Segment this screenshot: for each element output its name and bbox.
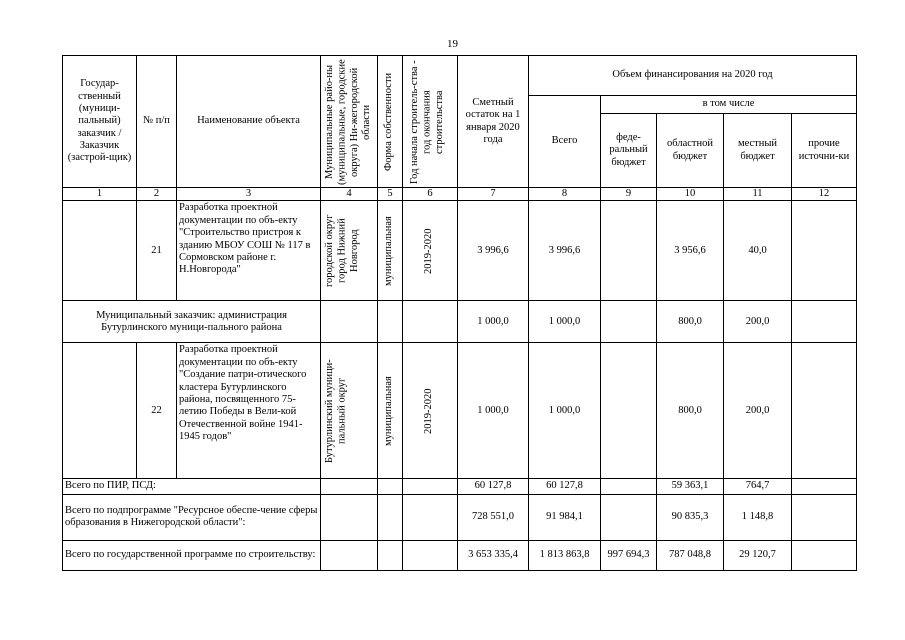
col-number: 1 <box>63 188 137 201</box>
total-program-local: 29 120,7 <box>724 540 792 570</box>
row-object-name: Разработка проектной документации по объ-екту "Строительство пристроя к зданию МБОУ СОШ № 117 в Сормовском районе г. Н.Новгорода" <box>177 201 321 301</box>
empty-cell <box>378 494 403 540</box>
header-years-text: Год начала строитель-ства - год окончания строительства <box>409 59 445 184</box>
header-municipal-area-text: Муниципальные райо-ны (муниципальные, городские округа) Ни-жегородской области <box>324 58 373 185</box>
empty-cell <box>378 301 403 343</box>
col-number: 8 <box>529 188 601 201</box>
total-pir-balance: 60 127,8 <box>458 479 529 494</box>
col-number: 7 <box>458 188 529 201</box>
col-number: 11 <box>724 188 792 201</box>
row-npp: 21 <box>137 201 177 301</box>
row-ownership <box>378 201 403 301</box>
total-program-balance: 3 653 335,4 <box>458 540 529 570</box>
row-years-text: 2019-2020 <box>423 228 434 274</box>
col-number: 5 <box>378 188 403 201</box>
col-number: 9 <box>601 188 657 201</box>
header-municipal-area <box>321 56 378 188</box>
row-total: 3 996,6 <box>529 201 601 301</box>
row-area <box>321 201 378 301</box>
row-total: 1 000,0 <box>529 343 601 479</box>
total-pir-regional: 59 363,1 <box>657 479 724 494</box>
header-npp: № п/п <box>137 56 177 188</box>
header-balance: Сметный остаток на 1 января 2020 года <box>458 56 529 188</box>
header-including: в том числе <box>601 96 857 114</box>
empty-cell <box>63 343 137 479</box>
total-subprogram-total: 91 984,1 <box>529 494 601 540</box>
customer-total: 1 000,0 <box>529 301 601 343</box>
customer-local: 200,0 <box>724 301 792 343</box>
customer-row <box>63 301 857 343</box>
header-financing: Объем финансирования на 2020 год <box>529 56 857 96</box>
header-object-name: Наименование объекта <box>177 56 321 188</box>
empty-cell <box>321 540 378 570</box>
row-npp: 22 <box>137 343 177 479</box>
row-ownership-text: муниципальная <box>383 215 394 286</box>
total-program-other <box>792 540 857 570</box>
row-local: 40,0 <box>724 201 792 301</box>
row-years <box>403 201 458 301</box>
total-subprogram-other <box>792 494 857 540</box>
empty-cell <box>403 301 458 343</box>
total-pir-row <box>63 479 857 494</box>
column-numbers-row <box>63 188 857 201</box>
total-subprogram-regional: 90 835,3 <box>657 494 724 540</box>
col-number: 3 <box>177 188 321 201</box>
row-ownership-text: муниципальная <box>383 375 394 446</box>
empty-cell <box>378 540 403 570</box>
col-number: 12 <box>792 188 857 201</box>
customer-federal <box>601 301 657 343</box>
total-pir-total: 60 127,8 <box>529 479 601 494</box>
total-subprogram-row <box>63 494 857 540</box>
empty-cell <box>321 301 378 343</box>
page-number: 19 <box>447 38 458 50</box>
col-number: 4 <box>321 188 378 201</box>
row-area <box>321 343 378 479</box>
header-regional: областной бюджет <box>657 114 724 188</box>
row-regional: 3 956,6 <box>657 201 724 301</box>
total-subprogram-label: Всего по подпрограмме "Ресурсное обеспе-чение сферы образования в Нижегородской области": <box>63 494 321 540</box>
row-balance: 3 996,6 <box>458 201 529 301</box>
total-pir-label: Всего по ПИР, ПСД: <box>63 479 321 494</box>
row-regional: 800,0 <box>657 343 724 479</box>
header-local: местный бюджет <box>724 114 792 188</box>
total-pir-other <box>792 479 857 494</box>
header-customer: Государ-ственный (муници-пальный) заказчик / Заказчик (застрой-щик) <box>63 56 137 188</box>
row-area-text: Бутурлинский муници-пальный округ <box>324 358 348 463</box>
row-federal <box>601 201 657 301</box>
total-program-label: Всего по государственной программе по строительству: <box>63 540 321 570</box>
total-pir-local: 764,7 <box>724 479 792 494</box>
total-program-regional: 787 048,8 <box>657 540 724 570</box>
header-total: Всего <box>529 96 601 188</box>
table-row-21 <box>63 201 857 301</box>
empty-cell <box>378 479 403 494</box>
row-other <box>792 201 857 301</box>
col-number: 10 <box>657 188 724 201</box>
row-other <box>792 343 857 479</box>
row-object-name: Разработка проектной документации по объ-екту "Создание патри-отического кластера Бутурлинского района, посвященного 75-летию Победы в Вели-кой Отечественной войне 1941-1945 годов" <box>177 343 321 479</box>
row-years <box>403 343 458 479</box>
empty-cell <box>63 201 137 301</box>
total-program-row <box>63 540 857 570</box>
header-years <box>403 56 458 188</box>
col-number: 2 <box>137 188 177 201</box>
empty-cell <box>403 494 458 540</box>
header-ownership-text: Форма собственности <box>383 72 394 171</box>
header-other: прочие источни-ки <box>792 114 857 188</box>
row-local: 200,0 <box>724 343 792 479</box>
total-subprogram-balance: 728 551,0 <box>458 494 529 540</box>
row-ownership <box>378 343 403 479</box>
header-federal: феде-ральный бюджет <box>601 114 657 188</box>
total-subprogram-local: 1 148,8 <box>724 494 792 540</box>
total-pir-federal <box>601 479 657 494</box>
row-balance: 1 000,0 <box>458 343 529 479</box>
total-program-federal: 997 694,3 <box>601 540 657 570</box>
row-years-text: 2019-2020 <box>423 388 434 434</box>
empty-cell <box>321 494 378 540</box>
total-subprogram-federal <box>601 494 657 540</box>
empty-cell <box>403 479 458 494</box>
row-federal <box>601 343 657 479</box>
customer-balance: 1 000,0 <box>458 301 529 343</box>
header-ownership <box>378 56 403 188</box>
total-program-total: 1 813 863,8 <box>529 540 601 570</box>
row-area-text: городской округ город Нижний Новгород <box>324 214 360 288</box>
empty-cell <box>321 479 378 494</box>
customer-regional: 800,0 <box>657 301 724 343</box>
customer-label: Муниципальный заказчик: администрация Бутурлинского муници-пального района <box>63 301 321 343</box>
table-row-22 <box>63 343 857 479</box>
customer-other <box>792 301 857 343</box>
col-number: 6 <box>403 188 458 201</box>
empty-cell <box>403 540 458 570</box>
financing-table <box>62 55 857 571</box>
